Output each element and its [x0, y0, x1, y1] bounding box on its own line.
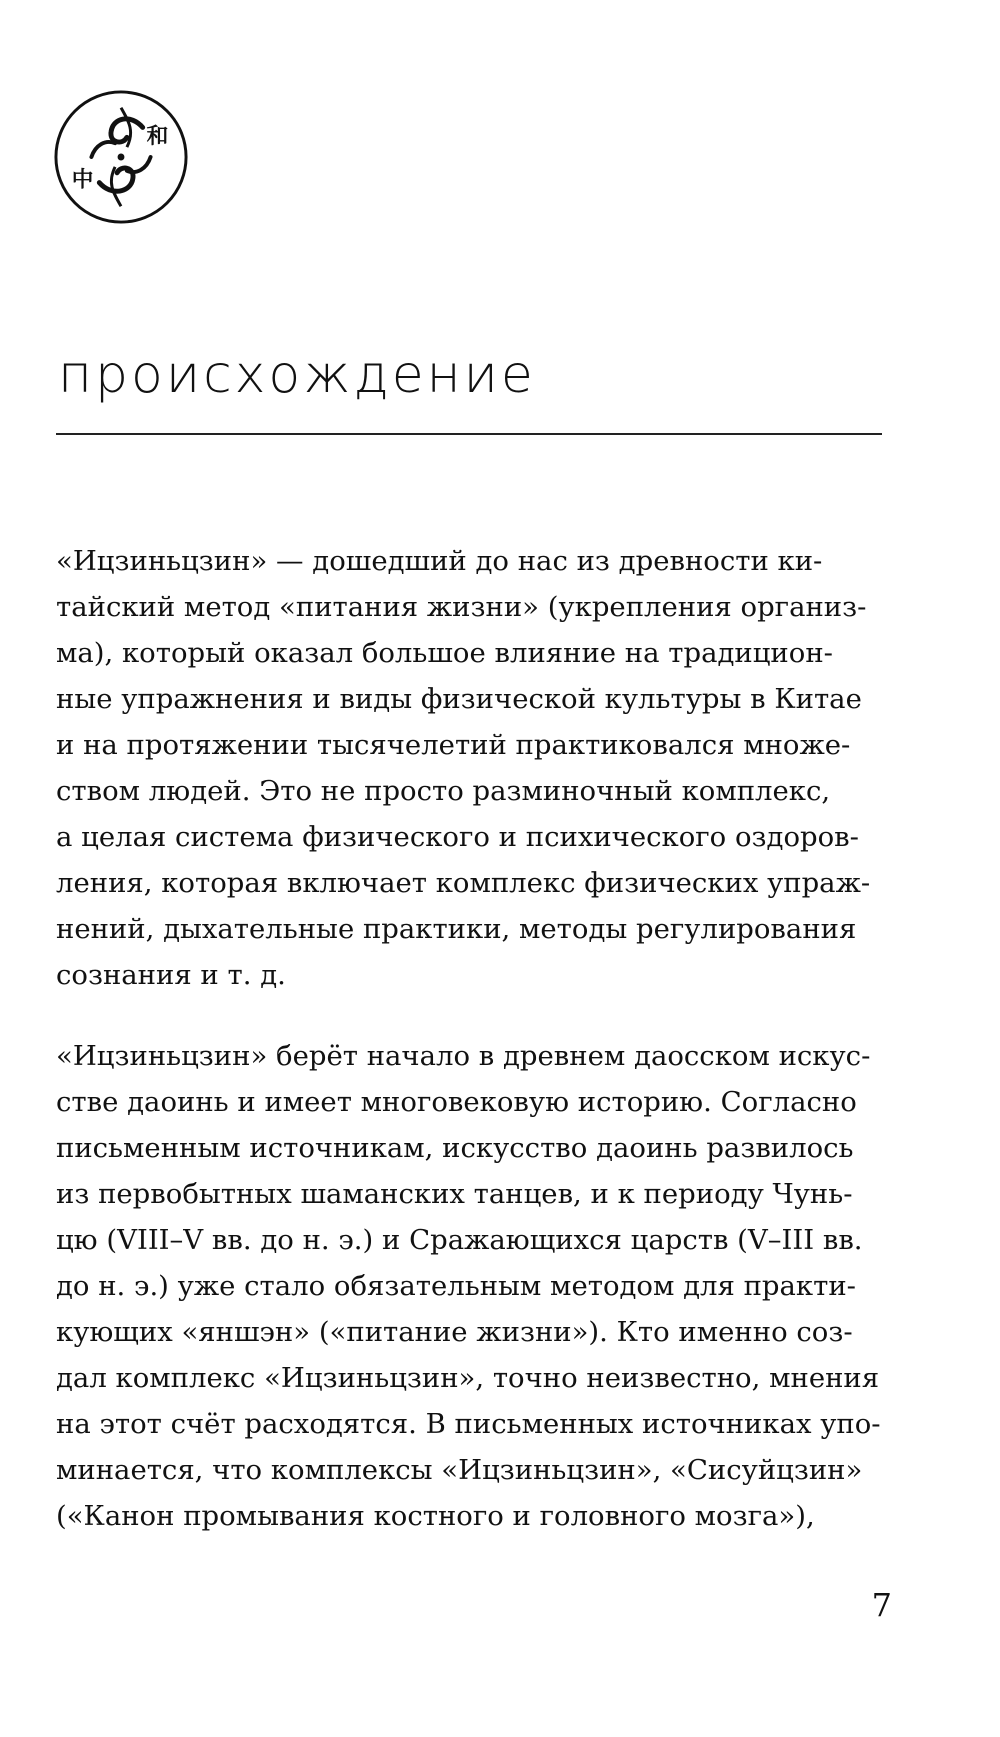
text-line: а целая система физического и психического оздоров-: [56, 821, 859, 853]
page-number: 7: [871, 1586, 892, 1624]
text-line: «Ицзиньцзин» берёт начало в древнем даосском искус-: [56, 1040, 871, 1072]
text-line: кующих «яншэн» («питание жизни»). Кто именно соз-: [56, 1316, 853, 1348]
text-line: стве даоинь и имеет многовековую историю. Согласно: [56, 1086, 857, 1118]
chapter-title: происхождение: [58, 345, 536, 405]
text-line: тайский метод «питания жизни» (укрепления организ-: [56, 591, 867, 623]
text-line: «Ицзиньцзин» — дошедший до нас из древности ки-: [56, 545, 823, 577]
text-line: ма), который оказал большое влияние на традицион-: [56, 637, 833, 669]
text-line: из первобытных шаманских танцев, и к периоду Чунь-: [56, 1178, 853, 1210]
chapter-emblem-icon: [52, 88, 190, 226]
text-line: ством людей. Это не просто разминочный комплекс,: [56, 775, 831, 807]
text-line: и на протяжении тысячелетий практиковался множе-: [56, 729, 851, 761]
text-line: цю (VIII–V вв. до н. э.) и Сражающихся царств (V–III вв.: [56, 1224, 863, 1256]
emblem-glyph-left: 中: [71, 167, 94, 193]
text-line: сознания и т. д.: [56, 959, 286, 991]
text-line: нений, дыхательные практики, методы регулирования: [56, 913, 857, 945]
text-line: минается, что комплексы «Ицзиньцзин», «Сисуйцзин»: [56, 1454, 863, 1486]
paragraph-1: [56, 538, 882, 998]
text-line: ления, которая включает комплекс физических упраж-: [56, 867, 871, 899]
text-line: письменным источникам, искусство даоинь развилось: [56, 1132, 854, 1164]
emblem-glyph-right: 和: [146, 124, 169, 150]
text-line: («Канон промывания костного и головного мозга»),: [56, 1500, 815, 1532]
text-line: ные упражнения и виды физической культуры в Китае: [56, 683, 862, 715]
paragraph-2: [56, 1033, 882, 1539]
title-underline-divider: [56, 433, 882, 435]
text-line: на этот счёт расходятся. В письменных источниках упо-: [56, 1408, 881, 1440]
text-line: дал комплекс «Ицзиньцзин», точно неизвестно, мнения: [56, 1362, 880, 1394]
text-line: до н. э.) уже стало обязательным методом для практи-: [56, 1270, 856, 1302]
